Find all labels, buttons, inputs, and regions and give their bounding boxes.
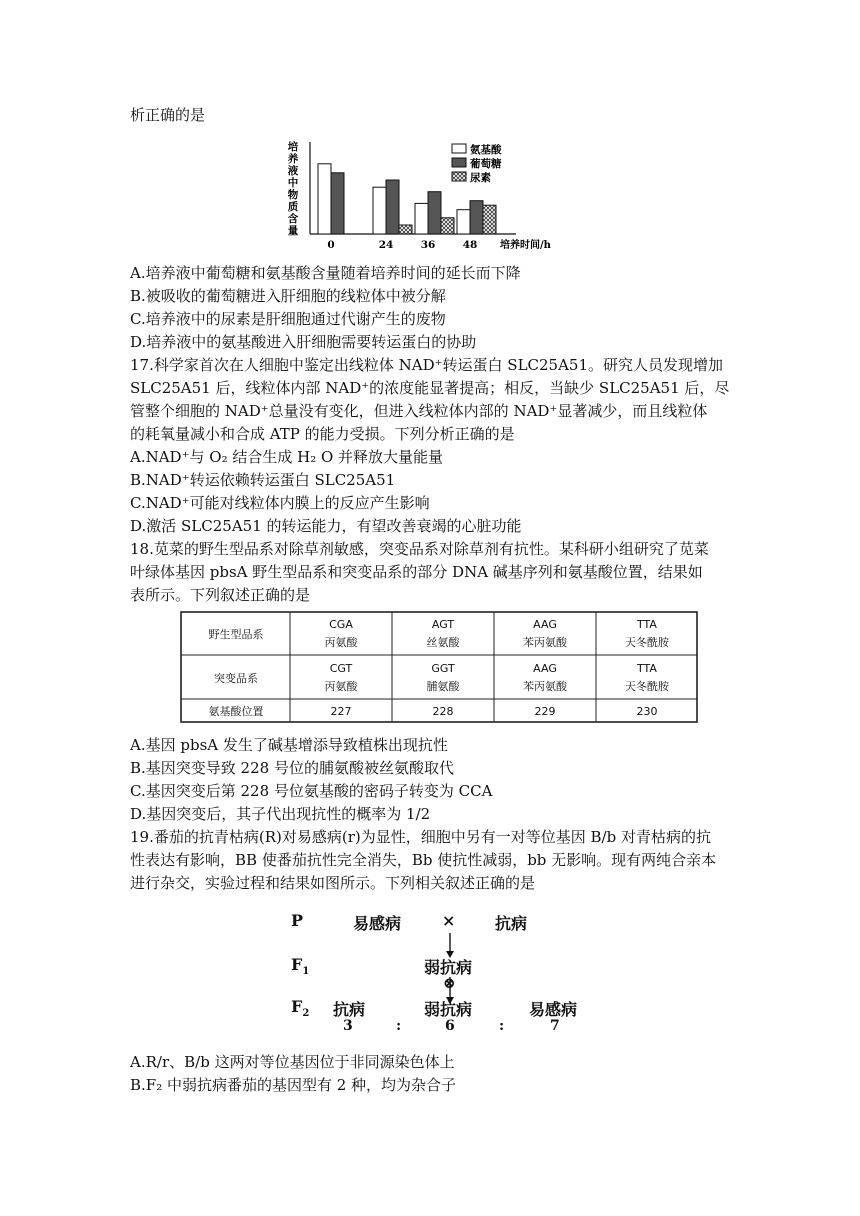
bar-氨基酸-24 xyxy=(373,187,386,234)
legend-label: 葡萄糖 xyxy=(470,158,502,170)
table-row-header-wild: 野生型品系 xyxy=(208,628,264,641)
ratio-resistant: 3 xyxy=(343,1018,353,1034)
y-axis-label xyxy=(288,140,299,237)
sequence-table xyxy=(180,611,698,723)
p-right-phenotype: 抗病 xyxy=(495,914,528,933)
x-tick-label: 24 xyxy=(378,239,394,251)
q16-option-c: C.培养液中的尿素是肝细胞通过代谢产生的废物 xyxy=(130,310,446,328)
legend-swatch xyxy=(452,172,466,181)
q17-option-a: A.NAD⁺与 O₂ 结合生成 H₂ O 并释放大量能量 xyxy=(130,448,444,466)
f1-phenotype: 弱抗病 xyxy=(424,958,473,977)
q17-option-c: C.NAD⁺可能对线粒体内膜上的反应产生影响 xyxy=(130,494,430,512)
selfing-icon: ⊗ xyxy=(443,974,456,992)
wild-codon-228: AGT xyxy=(431,618,455,631)
mutant-aa-228: 脯氨酸 xyxy=(426,680,460,693)
q18-option-b: B.基因突变导致 228 号位的脯氨酸被丝氨酸取代 xyxy=(130,759,454,777)
bar-尿素-48 xyxy=(483,205,496,234)
ratio-susceptible: 7 xyxy=(550,1018,560,1034)
mutant-codon-230: TTA xyxy=(637,662,657,675)
wild-codon-230: TTA xyxy=(637,618,657,631)
q17-option-d: D.激活 SLC25A51 的转运能力，有望改善衰竭的心脏功能 xyxy=(130,517,522,535)
y-axis-label-char: 培 xyxy=(287,141,299,153)
y-axis-label-char: 含 xyxy=(287,213,299,225)
generation-f2-label: $F_2$ xyxy=(291,997,310,1020)
legend-label: 氨基酸 xyxy=(470,144,502,156)
bar-葡萄糖-24 xyxy=(386,180,399,234)
y-axis-label-char: 中 xyxy=(287,177,299,189)
q18-stem-line-2: 叶绿体基因 pbsA 野生型品系和突变品系的部分 DNA 碱基序列和氨基酸位置，结果如 xyxy=(130,563,703,581)
legend-swatch xyxy=(452,158,466,167)
y-axis-label-char: 液 xyxy=(287,165,299,177)
mutant-aa-230: 天冬酰胺 xyxy=(625,680,669,693)
q19-option-b: B.F₂ 中弱抗病番茄的基因型有 2 种，均为杂合子 xyxy=(130,1076,457,1094)
q18-stem-line-3: 表所示。下列叙述正确的是 xyxy=(130,586,311,604)
q19-stem-line-2: 性表达有影响，BB 使番茄抗性完全消失，Bb 使抗性减弱，bb 无影响。现有两纯合亲本 xyxy=(130,851,717,869)
bar-chart xyxy=(286,138,616,254)
mutant-aa-227: 丙氨酸 xyxy=(324,680,358,693)
x-tick-labels xyxy=(327,239,477,251)
generation-p-label: P xyxy=(291,911,304,930)
intro-line: 析正确的是 xyxy=(130,106,206,124)
q17-stem-line-4: 的耗氧量减小和合成 ATP 的能力受损。下列分析正确的是 xyxy=(130,425,515,443)
x-tick-label: 48 xyxy=(462,239,478,251)
y-axis-label-char: 养 xyxy=(287,153,299,165)
ratio-colon-1: : xyxy=(396,1018,402,1034)
wild-aa-227: 丙氨酸 xyxy=(324,636,358,649)
bar-葡萄糖-0 xyxy=(331,173,344,234)
q17-stem-line-2: SLC25A51 后，线粒体内部 NAD⁺的浓度能显著提高；相反，当缺少 SLC25A51 后，尽 xyxy=(130,379,730,397)
position-227: 227 xyxy=(330,705,352,718)
q19-stem-line-1: 19.番茄的抗青枯病(R)对易感病(r)为显性，细胞中另有一对等位基因 B/b 对青枯病的抗 xyxy=(130,828,711,846)
bar-氨基酸-48 xyxy=(457,210,470,234)
bar-葡萄糖-36 xyxy=(428,192,441,234)
y-axis-label-char: 质 xyxy=(287,201,299,213)
f2-phenotype-weak: 弱抗病 xyxy=(424,1000,473,1019)
ratio-colon-2: : xyxy=(499,1018,505,1034)
q17-stem-line-1: 17.科学家首次在人细胞中鉴定出线粒体 NAD⁺转运蛋白 SLC25A51。研究人员发现增加 xyxy=(130,356,724,374)
table-row-header-mutant: 突变品系 xyxy=(214,672,258,685)
ratio-weak: 6 xyxy=(445,1018,455,1034)
legend-label: 尿素 xyxy=(470,172,491,184)
wild-aa-229: 苯丙氨酸 xyxy=(523,636,567,649)
q16-option-a: A.培养液中葡萄糖和氨基酸含量随着培养时间的延长而下降 xyxy=(130,264,521,282)
q18-stem-line-1: 18.苋菜的野生型品系对除草剂敏感，突变品系对除草剂有抗性。某科研小组研究了苋菜 xyxy=(130,540,709,558)
bar-氨基酸-36 xyxy=(415,203,428,234)
q16-option-b: B.被吸收的葡萄糖进入肝细胞的线粒体中被分解 xyxy=(130,287,446,305)
q17-stem-line-3: 管整个细胞的 NAD⁺总量没有变化，但进入线粒体内部的 NAD⁺显著减少，而且线粒体 xyxy=(130,402,708,420)
q18-option-a: A.基因 pbsA 发生了碱基增添导致植株出现抗性 xyxy=(130,736,448,754)
position-228: 228 xyxy=(432,705,454,718)
x-tick-label: 0 xyxy=(327,239,335,251)
bar-氨基酸-0 xyxy=(318,164,331,234)
bar-葡萄糖-48 xyxy=(470,201,483,234)
legend xyxy=(452,143,502,184)
q19-stem-line-3: 进行杂交，实验过程和结果如图所示。下列相关叙述正确的是 xyxy=(130,874,536,892)
legend-swatch xyxy=(452,144,466,153)
cross-diagram xyxy=(285,905,585,1034)
x-tick-label: 36 xyxy=(420,239,436,251)
wild-aa-228: 丝氨酸 xyxy=(426,636,460,649)
bar-尿素-36 xyxy=(441,218,454,234)
mutant-codon-227: CGT xyxy=(329,662,353,675)
bar-尿素-24 xyxy=(399,225,412,234)
f2-phenotype-susceptible: 易感病 xyxy=(529,1000,578,1019)
q17-option-b: B.NAD⁺转运依赖转运蛋白 SLC25A51 xyxy=(130,471,396,489)
q19-option-a: A.R/r、B/b 这两对等位基因位于非同源染色体上 xyxy=(130,1053,455,1071)
cross-symbol: × xyxy=(442,911,456,930)
wild-codon-229: AAG xyxy=(533,618,557,631)
generation-f1-label: $F_1$ xyxy=(291,955,310,978)
q16-option-d: D.培养液中的氨基酸进入肝细胞需要转运蛋白的协助 xyxy=(130,333,477,351)
position-230: 230 xyxy=(636,705,658,718)
wild-aa-230: 天冬酰胺 xyxy=(625,636,669,649)
x-axis-label: 培养时间/h xyxy=(500,240,551,251)
wild-codon-227: CGA xyxy=(329,618,353,631)
table-row-header-position: 氨基酸位置 xyxy=(208,705,264,718)
p-left-phenotype: 易感病 xyxy=(353,914,402,933)
y-axis-label-char: 量 xyxy=(287,225,299,237)
mutant-codon-229: AAG xyxy=(533,662,557,675)
mutant-codon-228: GGT xyxy=(431,662,455,675)
y-axis-label-char: 物 xyxy=(287,189,299,201)
q18-option-c: C.基因突变后第 228 号位氨基酸的密码子转变为 CCA xyxy=(130,782,493,800)
mutant-aa-229: 苯丙氨酸 xyxy=(523,680,567,693)
q18-option-d: D.基因突变后，其子代出现抗性的概率为 1/2 xyxy=(130,805,431,823)
f2-phenotype-resistant: 抗病 xyxy=(333,1000,366,1019)
position-229: 229 xyxy=(534,705,556,718)
